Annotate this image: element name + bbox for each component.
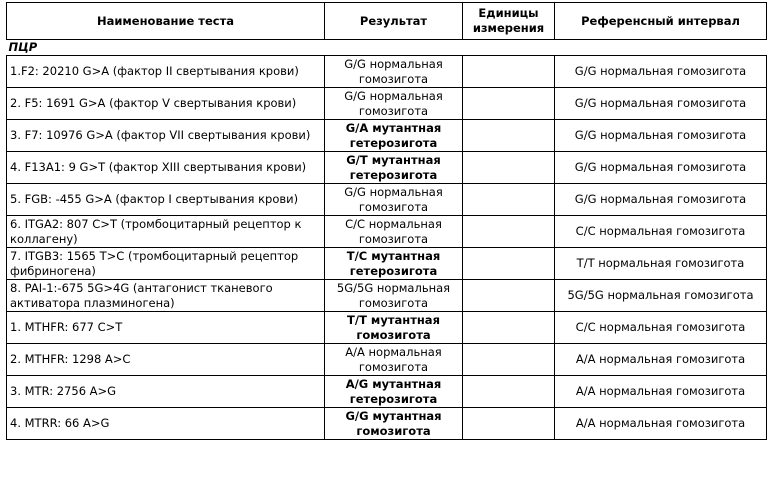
section-title: ПЦР bbox=[7, 40, 767, 56]
result-cell: G/G мутантная гомозигота bbox=[325, 408, 463, 440]
reference-cell: 5G/5G нормальная гомозигота bbox=[555, 280, 767, 312]
units-cell bbox=[463, 280, 555, 312]
header-units: Единицы измерения bbox=[463, 3, 555, 40]
units-cell bbox=[463, 344, 555, 376]
test-name-cell: 2. MTHFR: 1298 A>C bbox=[7, 344, 325, 376]
reference-cell: A/A нормальная гомозигота bbox=[555, 376, 767, 408]
table-row bbox=[7, 184, 767, 216]
reference-cell: G/G нормальная гомозигота bbox=[555, 152, 767, 184]
result-cell: G/T мутантная гетерозигота bbox=[325, 152, 463, 184]
test-name-cell: 1. MTHFR: 677 C>T bbox=[7, 312, 325, 344]
header-result: Результат bbox=[325, 3, 463, 40]
result-cell: 5G/5G нормальная гомозигота bbox=[325, 280, 463, 312]
result-cell: A/G мутантная гетерозигота bbox=[325, 376, 463, 408]
table-row bbox=[7, 344, 767, 376]
units-cell bbox=[463, 376, 555, 408]
test-name-cell: 4. MTRR: 66 A>G bbox=[7, 408, 325, 440]
table-row bbox=[7, 152, 767, 184]
header-reference: Референсный интервал bbox=[555, 3, 767, 40]
units-cell bbox=[463, 56, 555, 88]
reference-cell: G/G нормальная гомозигота bbox=[555, 88, 767, 120]
table-row bbox=[7, 248, 767, 280]
table-row bbox=[7, 56, 767, 88]
reference-cell: G/G нормальная гомозигота bbox=[555, 184, 767, 216]
test-name-cell: 4. F13A1: 9 G>T (фактор XIII свертывания крови) bbox=[7, 152, 325, 184]
header-row bbox=[7, 3, 767, 40]
reference-cell: C/C нормальная гомозигота bbox=[555, 312, 767, 344]
result-cell: G/G нормальная гомозигота bbox=[325, 184, 463, 216]
table-row bbox=[7, 312, 767, 344]
result-cell: G/G нормальная гомозигота bbox=[325, 56, 463, 88]
result-cell: T/T мутантная гомозигота bbox=[325, 312, 463, 344]
reference-cell: T/T нормальная гомозигота bbox=[555, 248, 767, 280]
table-row bbox=[7, 376, 767, 408]
header-test-name: Наименование теста bbox=[7, 3, 325, 40]
result-cell: G/G нормальная гомозигота bbox=[325, 88, 463, 120]
section-row bbox=[7, 40, 767, 56]
reference-cell: G/G нормальная гомозигота bbox=[555, 120, 767, 152]
units-cell bbox=[463, 216, 555, 248]
units-cell bbox=[463, 248, 555, 280]
test-name-cell: 5. FGB: -455 G>A (фактор I свертывания крови) bbox=[7, 184, 325, 216]
result-cell: T/C мутантная гетерозигота bbox=[325, 248, 463, 280]
test-name-cell: 3. MTR: 2756 A>G bbox=[7, 376, 325, 408]
test-name-cell: 1.F2: 20210 G>A (фактор II свертывания крови) bbox=[7, 56, 325, 88]
units-cell bbox=[463, 152, 555, 184]
result-cell: A/A нормальная гомозигота bbox=[325, 344, 463, 376]
units-cell bbox=[463, 184, 555, 216]
reference-cell: C/C нормальная гомозигота bbox=[555, 216, 767, 248]
reference-cell: G/G нормальная гомозигота bbox=[555, 56, 767, 88]
table-row bbox=[7, 120, 767, 152]
table-row bbox=[7, 88, 767, 120]
units-cell bbox=[463, 312, 555, 344]
test-name-cell: 6. ITGA2: 807 C>T (тромбоцитарный рецептор к коллагену) bbox=[7, 216, 325, 248]
units-cell bbox=[463, 408, 555, 440]
test-name-cell: 7. ITGB3: 1565 T>C (тромбоцитарный рецептор фибриногена) bbox=[7, 248, 325, 280]
test-name-cell: 2. F5: 1691 G>A (фактор V свертывания крови) bbox=[7, 88, 325, 120]
result-cell: C/C нормальная гомозигота bbox=[325, 216, 463, 248]
table-row bbox=[7, 408, 767, 440]
reference-cell: A/A нормальная гомозигота bbox=[555, 408, 767, 440]
reference-cell: A/A нормальная гомозигота bbox=[555, 344, 767, 376]
test-name-cell: 3. F7: 10976 G>A (фактор VII свертывания крови) bbox=[7, 120, 325, 152]
units-cell bbox=[463, 88, 555, 120]
lab-results-table bbox=[6, 2, 767, 440]
table-row bbox=[7, 280, 767, 312]
table-row bbox=[7, 216, 767, 248]
units-cell bbox=[463, 120, 555, 152]
test-name-cell: 8. PAI-1:-675 5G>4G (антагонист тканевого активатора плазминогена) bbox=[7, 280, 325, 312]
result-cell: G/A мутантная гетерозигота bbox=[325, 120, 463, 152]
